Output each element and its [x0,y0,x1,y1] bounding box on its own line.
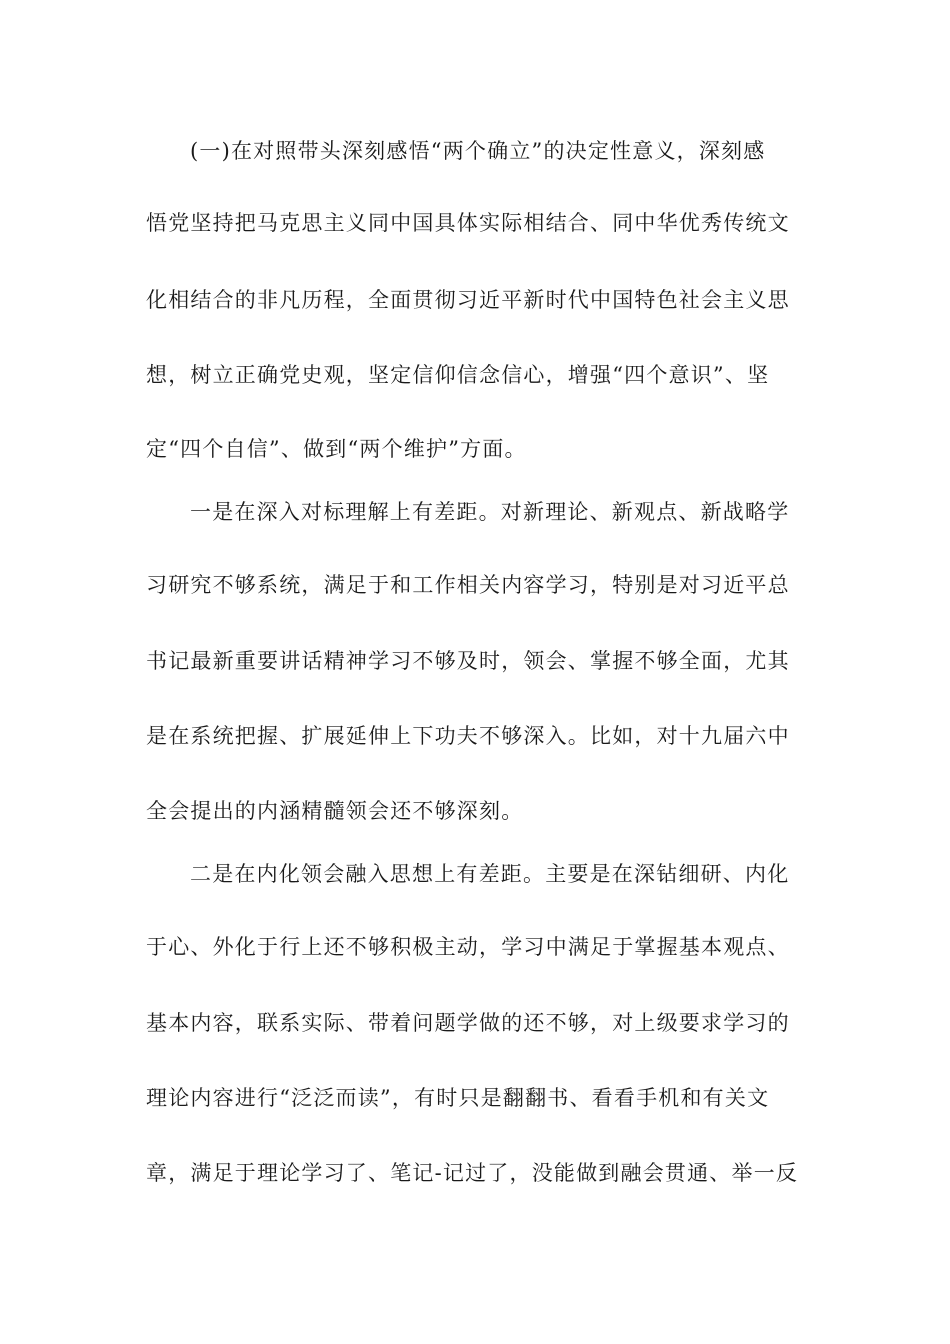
paragraph-3-line-5: 章，满足于理论学习了、笔记-记过了，没能做到融会贯通、举一反 [146,1161,799,1185]
paragraph-2-line-1: 一是在深入对标理解上有差距。对新理论、新观点、新战略学 [190,500,790,524]
paragraph-2-line-2: 习研究不够系统，满足于和工作相关内容学习，特别是对习近平总 [146,573,790,597]
paragraph-1-line-2: 悟党坚持把马克思主义同中国具体实际相结合、同中华优秀传统文 [146,211,790,235]
paragraph-1-line-1: (一)在对照带头深刻感悟“两个确立”的决定性意义，深刻感 [190,139,766,163]
paragraph-1-line-4: 想，树立正确党史观，坚定信仰信念信心，增强“四个意识”、坚 [146,363,770,387]
paragraph-2-line-3: 书记最新重要讲话精神学习不够及时，领会、掌握不够全面，尤其 [146,649,790,673]
paragraph-1-line-3: 化相结合的非凡历程，全面贯彻习近平新时代中国特色社会主义思 [146,288,790,312]
paragraph-3-line-1: 二是在内化领会融入思想上有差距。主要是在深钻细研、内化 [190,862,790,886]
paragraph-3-line-3: 基本内容，联系实际、带着问题学做的还不够，对上级要求学习的 [146,1011,790,1035]
paragraph-2-line-4: 是在系统把握、扩展延伸上下功夫不够深入。比如，对十九届六中 [146,724,790,748]
paragraph-3-line-4: 理论内容进行“泛泛而读”，有时只是翻翻书、看看手机和有关文 [146,1086,770,1110]
paragraph-3-line-2: 于心、外化于行上还不够积极主动，学习中满足于掌握基本观点、 [146,935,790,959]
paragraph-1-line-5: 定“四个自信”、做到“两个维护”方面。 [146,437,527,461]
paragraph-2-line-5: 全会提出的内涵精髓领会还不够深刻。 [146,799,524,823]
